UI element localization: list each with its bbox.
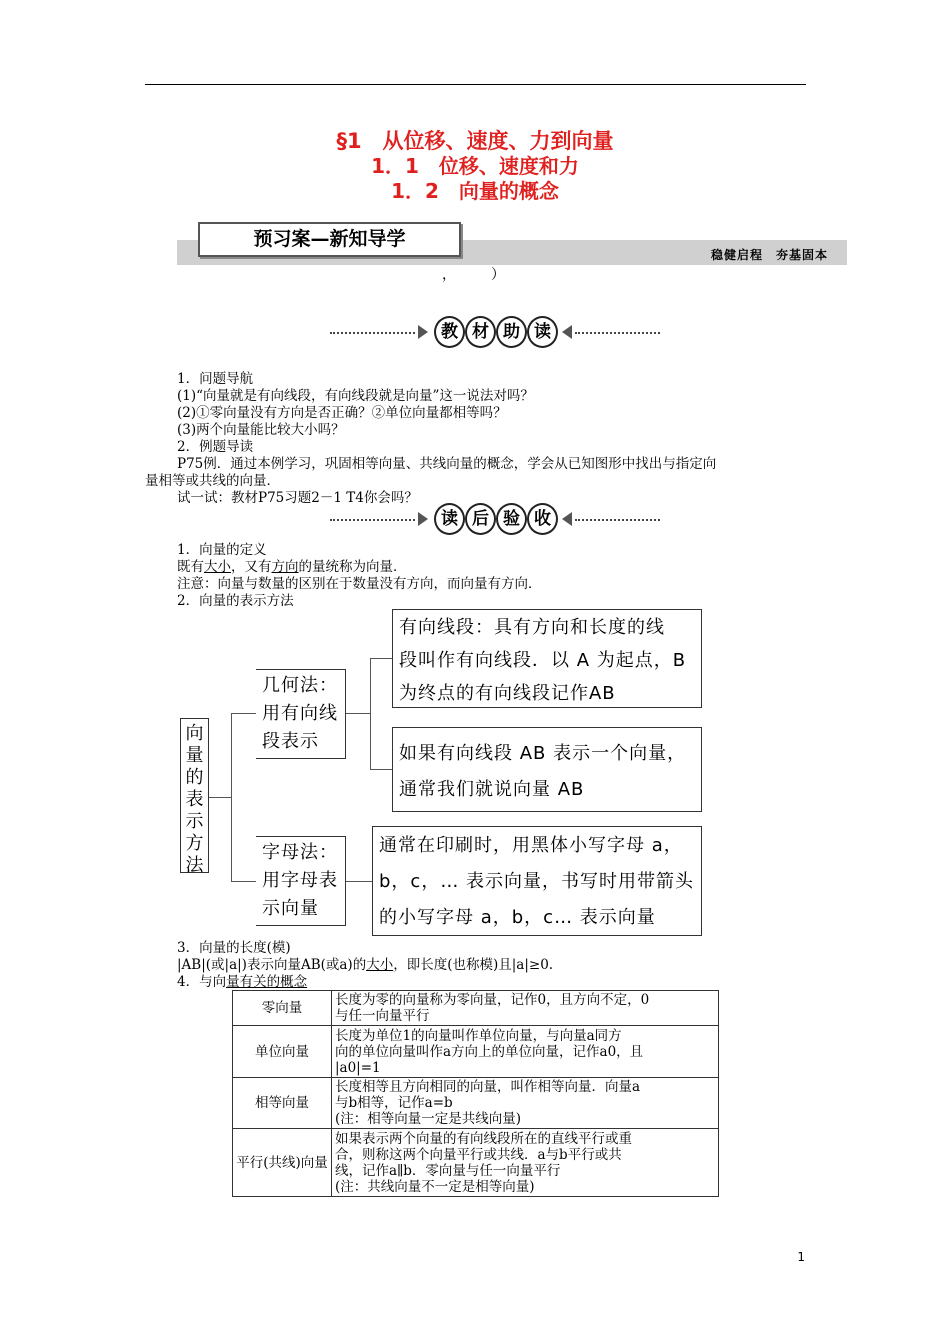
arrow-right-icon [418,325,428,339]
badge-char: 材 [465,316,496,348]
text-line: 有向线段：具有方向和长度的线 [399,617,665,638]
dotted-line-right [575,332,660,334]
text-fragment: 的量统称为向量． [298,559,407,575]
text-line: 的小写字母 a，b，c… 表示向量 [379,907,656,928]
label: 示向量 [262,898,319,919]
header-rule [145,84,806,85]
text-line: 1．问题导航 [177,371,254,387]
concept-name: 单位向量 [233,1026,332,1078]
text-line: 试一试：教材P75习题2－1 T4你会吗？ [177,490,418,506]
badge-char: 验 [496,503,527,535]
concept-desc [332,991,719,1026]
text-line: 2．向量的表示方法 [177,593,294,609]
desc-line: 向的单位向量叫作a方向上的单位向量，记作a0，且 [335,1043,644,1060]
text-line: 通常在印刷时，用黑体小写字母 a， [379,835,683,856]
connector [370,658,371,769]
banner-label: 预习案—新知导学 [198,222,461,257]
blank-answer: 大小 [366,957,394,973]
diagram-root: 向量的表示方法 [180,718,209,873]
concept-desc [332,1026,719,1078]
connector [231,713,256,714]
text-fragment: 既有 [177,559,204,575]
stray-punctuation: ， ） [442,267,505,283]
page-number: 1 [797,1250,805,1264]
connector [231,713,232,881]
label: 几何法： [262,675,338,696]
blank-answer: 方向 [271,559,299,575]
desc-line: 长度为零的向量称为零向量，记作0，且方向不定，0 [335,992,650,1008]
connector [370,658,392,659]
concept-name: 平行(共线)向量 [233,1129,332,1197]
text-line: b，c，… 表示向量，书写时用带箭头 [379,871,695,892]
blank-answer: 大小 [204,559,231,575]
arrow-right-icon [418,512,428,526]
text-line: P75例．通过本例学习，巩固相等向量、共线向量的概念，学会从已知图形中找出与指定向 [177,456,717,472]
badge-char: 读 [434,503,465,535]
badge-char: 收 [527,503,558,535]
dotted-line-left [330,519,415,521]
text-line: 2．例题导读 [177,439,254,455]
concepts-heading [177,974,307,991]
section-heading-textbook-guide [330,316,660,350]
desc-line: 长度为单位1的向量叫作单位向量，与向量a同方 [335,1027,622,1044]
text-fragment: 4．与向 [177,974,227,990]
definition-line [177,559,407,576]
vector-concepts-table [232,990,719,1197]
text-line: (1)“向量就是有向线段，有向线段就是向量”这一说法对吗？ [177,388,534,404]
concept-name: 零向量 [233,991,332,1026]
connector [346,713,370,714]
title-section-1: 1．1 位移、速度和力 [371,154,579,178]
desc-line: 如果表示两个向量的有向线段所在的直线平行或重 [335,1130,632,1147]
concept-name: 相等向量 [233,1078,332,1129]
text-fragment: |AB|(或|a|)表示向量AB(或a)的 [177,957,367,973]
text-line: 如果有向线段 AB 表示一个向量， [399,743,687,764]
text-line: 量相等或共线的向量． [145,473,280,489]
badge-char: 后 [465,503,496,535]
text-fragment: ，即长度(也称模)且|a|≥0. [393,957,554,973]
title-chapter: §1 从位移、速度、力到向量 [336,129,614,153]
desc-line: (注：共线向量不一定是相等向量) [335,1178,535,1195]
text-line: (2)①零向量没有方向是否正确？②单位向量都相等吗？ [177,405,507,421]
vector-ab-box [392,727,702,812]
label: 用字母表 [262,870,338,891]
label: 段表示 [262,731,319,752]
desc-line: 与b相等，记作a=b [335,1095,453,1111]
label: 用有向线 [262,703,338,724]
text-fragment: 量有关的概念 [226,974,308,990]
connector [209,797,231,798]
table-row [233,991,719,1026]
text-fragment: ，又有 [231,559,272,575]
connector [346,881,372,882]
banner-motto: 稳健启程 夯基固本 [710,248,828,262]
text-line: 段叫作有向线段．以 A 为起点，B [399,650,687,671]
text-line: (3)两个向量能比较大小吗？ [177,422,345,438]
dotted-line-left [330,332,415,334]
section-heading-post-reading-check [330,503,660,537]
arrow-left-icon [562,325,572,339]
concept-desc [332,1129,719,1197]
text-line: 注意：向量与数量的区别在于数量没有方向，而向量有方向． [177,576,542,592]
desc-line: 长度相等且方向相同的向量，叫作相等向量．向量a [335,1079,641,1095]
desc-line: (注：相等向量一定是共线向量) [335,1111,522,1127]
badge-char: 读 [527,316,558,348]
letter-method-box [256,836,346,926]
title-section-2: 1．2 向量的概念 [391,179,559,203]
desc-line: 合，则称这两个向量平行或共线．a与b平行或共 [335,1146,622,1163]
arrow-left-icon [562,512,572,526]
connector [231,881,256,882]
table-row [233,1026,719,1078]
letter-notation-box [372,826,702,936]
directed-segment-box [392,609,702,708]
text-line: 为终点的有向线段记作AB [399,683,616,704]
text-line: 1．向量的定义 [177,542,267,558]
modulus-line [177,957,553,974]
badge-char: 教 [434,316,465,348]
text-line: 3．向量的长度(模) [177,940,291,956]
desc-line: 与任一向量平行 [335,1008,430,1024]
concept-desc [332,1078,719,1129]
desc-line: 线，记作a∥b．零向量与任一向量平行 [335,1162,561,1179]
dotted-line-right [575,519,660,521]
badge-char: 助 [496,316,527,348]
label: 字母法： [262,842,338,863]
text-line: 通常我们就说向量 AB [399,779,585,800]
geometric-method-box [256,669,346,759]
connector [370,769,392,770]
table-row [233,1078,719,1129]
desc-line: |a0|=1 [335,1059,381,1076]
table-row [233,1129,719,1197]
